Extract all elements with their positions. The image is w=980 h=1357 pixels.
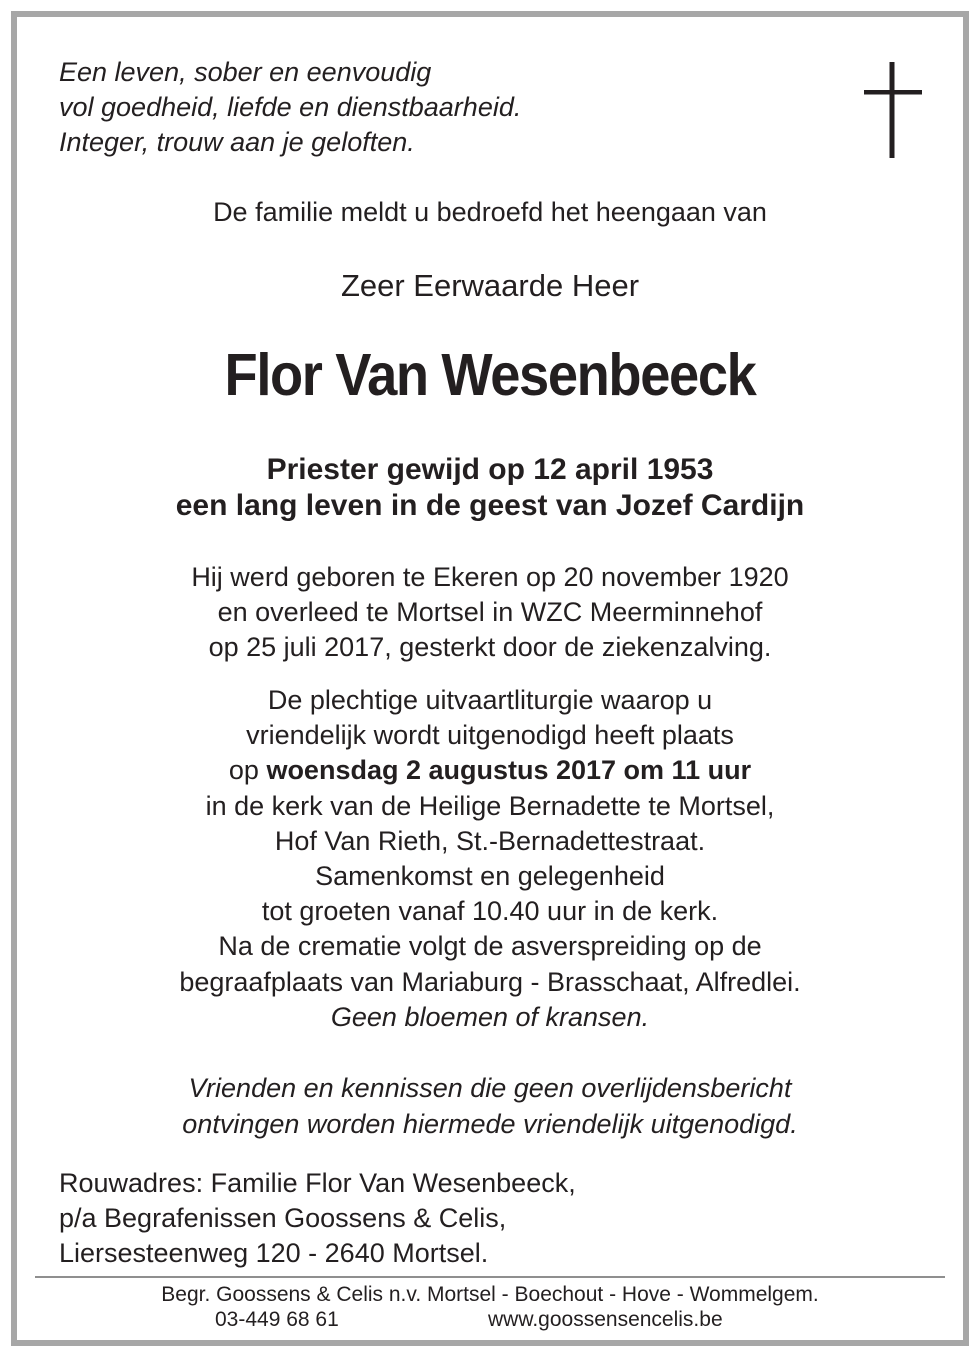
motto-line: Integer, trouw aan je geloften.: [59, 127, 415, 157]
priest-info-line: een lang leven in de geest van Jozef Cardijn: [175, 489, 805, 522]
funeral-line: begraafplaats van Mariaburg - Brasschaat, Alfredlei.: [179, 966, 801, 997]
address-line: Rouwadres: Familie Flor Van Wesenbeeck,: [59, 1168, 576, 1198]
footer-company: Begr. Goossens & Celis n.v. Mortsel - Boechout - Hove - Wommelgem.: [161, 1283, 819, 1306]
funeral-date-line: [0, 753, 980, 788]
deceased-name: Flor Van Wesenbeeck: [224, 342, 756, 408]
biography-line: Hij werd geboren te Ekeren op 20 november 1920: [191, 562, 789, 592]
motto-line: vol goedheid, liefde en dienstbaarheid.: [59, 92, 522, 122]
biography: [0, 560, 980, 665]
biography-line: en overleed te Mortsel in WZC Meerminnehof: [217, 597, 763, 627]
funeral-date: woensdag 2 augustus 2017 om 11 uur: [266, 755, 752, 786]
funeral-line: vriendelijk wordt uitgenodigd heeft plaats: [246, 720, 734, 751]
no-flowers-note: Geen bloemen of kransen.: [330, 1001, 650, 1032]
funeral-date-prefix: op: [228, 755, 267, 786]
address-line: p/a Begrafenissen Goossens & Celis,: [59, 1203, 507, 1233]
honorific: Zeer Eerwaarde Heer: [340, 268, 640, 303]
announcement: De familie meldt u bedroefd het heengaan van: [213, 197, 767, 227]
priest-info-line: Priester gewijd op 12 april 1953: [266, 453, 714, 486]
footer-website: www.goossensencelis.be: [488, 1308, 723, 1331]
motto-verse: [59, 55, 759, 160]
biography-line: op 25 juli 2017, gesterkt door de ziekenzalving.: [208, 632, 772, 662]
footer-phone: 03-449 68 61: [215, 1308, 339, 1331]
priest-info: [0, 452, 980, 524]
funeral-line: in de kerk van de Heilige Bernadette te Mortsel,: [205, 790, 775, 821]
invitation-line: ontvingen worden hiermede vriendelijk uitgenodigd.: [182, 1109, 798, 1139]
funeral-line: De plechtige uitvaartliturgie waarop u: [267, 685, 713, 715]
invitation-line: Vrienden en kennissen die geen overlijdensbericht: [188, 1073, 792, 1103]
funeral-details: [0, 683, 980, 1035]
funeral-line: Na de crematie volgt de asverspreiding op de: [218, 931, 762, 962]
motto-line: Een leven, sober en eenvoudig: [59, 57, 432, 87]
funeral-line: tot groeten vanaf 10.40 uur in de kerk.: [261, 896, 719, 927]
latin-cross-icon: [864, 62, 922, 158]
invitation-note: [0, 1070, 980, 1142]
funeral-line: Samenkomst en gelegenheid: [315, 861, 665, 892]
footer-divider: [35, 1276, 945, 1278]
mourning-address: [59, 1166, 576, 1271]
funeral-line: Hof Van Rieth, St.-Bernadettestraat.: [274, 825, 706, 856]
address-line: Liersesteenweg 120 - 2640 Mortsel.: [59, 1238, 489, 1268]
